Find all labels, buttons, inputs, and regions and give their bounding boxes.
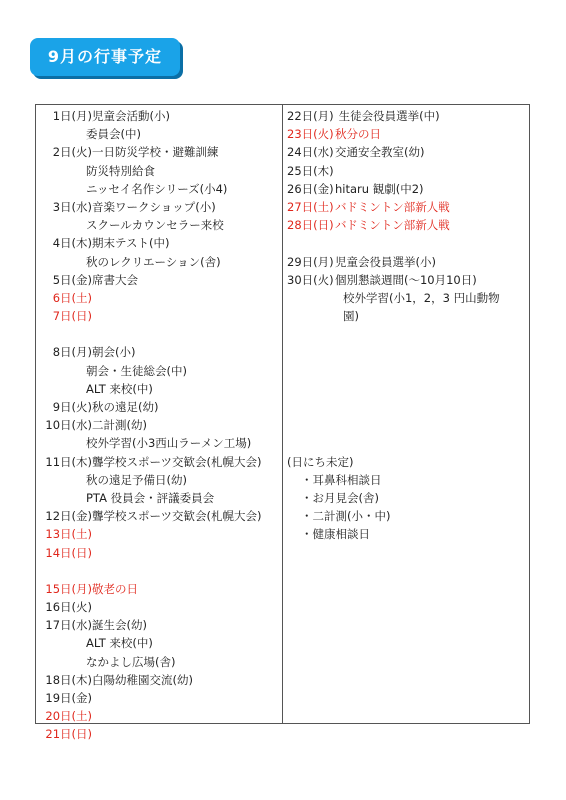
schedule-event: 二計測(幼) <box>92 418 147 433</box>
schedule-sub-event: 委員会(中) <box>86 127 141 142</box>
schedule-date: 2日(火) <box>52 145 92 160</box>
schedule-date: 26日(金) <box>287 181 334 196</box>
schedule-event: 敬老の日 <box>92 581 138 596</box>
schedule-row <box>38 107 280 125</box>
schedule-date: 20日(土) <box>45 709 92 724</box>
schedule-date: 3日(水) <box>52 199 92 214</box>
schedule-date: 29日(月) <box>287 254 334 269</box>
schedule-row <box>287 180 527 198</box>
schedule-row <box>287 107 527 125</box>
spacer <box>287 380 527 398</box>
schedule-date: 17日(水) <box>45 618 92 633</box>
left-column <box>38 107 280 744</box>
schedule-event: hitaru 観劇(中2) <box>335 181 424 196</box>
schedule-sub-event: PTA 役員会・評議委員会 <box>86 490 215 505</box>
schedule-date: 13日(土) <box>45 527 92 542</box>
schedule-date: 5日(金) <box>52 272 92 287</box>
schedule-row <box>38 307 280 325</box>
schedule-sub-event: 秋のレクリエーション(舎) <box>86 254 221 269</box>
schedule-date: 9日(火) <box>52 400 92 414</box>
schedule-event: 音楽ワークショップ(小) <box>92 199 216 214</box>
schedule-date: 25日(木) <box>287 163 334 178</box>
spacer <box>38 325 280 343</box>
schedule-row <box>38 544 280 562</box>
schedule-row <box>38 707 280 725</box>
schedule-event: 席書大会 <box>92 272 138 287</box>
schedule-event: 聾学校スポーツ交歓会(札幌大会) <box>92 454 262 469</box>
schedule-row <box>38 398 280 416</box>
schedule-row <box>38 343 280 361</box>
schedule-sub-event: 校外学習(小1，2，3 円山動物 <box>343 290 500 305</box>
schedule-date: 4日(木) <box>52 236 92 251</box>
schedule-row <box>38 671 280 689</box>
schedule-event: 白陽幼稚園交流(幼) <box>92 672 193 687</box>
schedule-row <box>38 271 280 289</box>
schedule-date: 18日(木) <box>45 672 92 687</box>
schedule-row <box>38 416 280 434</box>
right-column <box>287 107 527 544</box>
schedule-date: 23日(火) <box>287 127 334 142</box>
tbd-item: ・お月見会(舎) <box>301 490 379 505</box>
schedule-sub-event: ALT 来校(中) <box>86 381 153 396</box>
schedule-sub-event: ニッセイ名作シリーズ(小4) <box>86 181 228 196</box>
schedule-row <box>38 725 280 743</box>
schedule-event: 交通安全教室(幼) <box>335 145 425 160</box>
spacer <box>287 416 527 434</box>
schedule-sub-event: 秋の遠足予備日(幼) <box>86 472 187 487</box>
schedule-row <box>287 162 527 180</box>
schedule-event: 個別懇談週間(～10月10日) <box>335 272 477 287</box>
column-divider <box>282 104 283 724</box>
schedule-event: 聾学校スポーツ交歓会(札幌大会) <box>92 509 262 524</box>
schedule-sub-event: 園) <box>343 309 359 324</box>
page-title: 9月の行事予定 <box>30 38 180 76</box>
tbd-item: ・健康相談日 <box>301 527 370 542</box>
schedule-sub-event: なかよし広場(舎) <box>86 654 176 669</box>
schedule-sub-event: ALT 来校(中) <box>86 636 153 651</box>
spacer <box>287 325 527 343</box>
schedule-date: 19日(金) <box>45 691 92 705</box>
spacer <box>287 234 527 252</box>
schedule-row <box>38 598 280 616</box>
schedule-event: 期末テスト(中) <box>92 236 170 251</box>
schedule-date: 15日(月) <box>45 581 92 596</box>
tbd-item: ・耳鼻科相談日 <box>301 472 382 487</box>
tbd-item: ・二計測(小・中) <box>301 509 391 524</box>
schedule-event: 児童会役員選挙(小) <box>335 254 436 269</box>
schedule-date: 24日(水) <box>287 145 334 160</box>
schedule-date: 16日(火) <box>45 600 92 615</box>
tbd-heading: (日にち未定) <box>287 454 354 469</box>
schedule-event: 生徒会役員選挙(中) <box>335 109 440 123</box>
schedule-row <box>38 689 280 707</box>
schedule-event: 朝会(小) <box>92 345 136 360</box>
schedule-date: 1日(月) <box>52 109 92 123</box>
schedule-sub-event: 校外学習(小3西山ラーメン工場) <box>86 436 252 451</box>
schedule-sub-event: スクールカウンセラー来校 <box>86 218 224 233</box>
schedule-date: 28日(日) <box>287 218 334 233</box>
schedule-sub-event: 朝会・生徒総会(中) <box>86 363 187 378</box>
spacer <box>287 434 527 452</box>
schedule-date: 30日(火) <box>287 272 334 287</box>
schedule-row <box>38 234 280 252</box>
schedule-row <box>287 271 527 289</box>
schedule-row <box>38 143 280 161</box>
schedule-date: 27日(土) <box>287 199 334 214</box>
schedule-date: 14日(日) <box>45 545 92 560</box>
spacer <box>38 562 280 580</box>
spacer <box>287 362 527 380</box>
schedule-date: 11日(木) <box>45 454 92 469</box>
schedule-row <box>287 253 527 271</box>
schedule-date: 6日(土) <box>52 290 92 305</box>
schedule-row <box>38 507 280 525</box>
schedule-event: バドミントン部新人戦 <box>335 199 450 214</box>
schedule-date: 10日(水) <box>45 418 92 433</box>
schedule-event: バドミントン部新人戦 <box>335 218 450 233</box>
schedule-date: 22日(月) <box>287 109 334 123</box>
schedule-row <box>38 580 280 598</box>
schedule-date: 12日(金) <box>45 509 92 524</box>
schedule-row <box>38 453 280 471</box>
schedule-date: 21日(日) <box>45 727 92 742</box>
schedule-event: 誕生会(幼) <box>92 618 147 633</box>
schedule-row <box>287 125 527 143</box>
schedule-date: 7日(日) <box>52 309 92 324</box>
schedule-row <box>38 616 280 634</box>
schedule-date: 8日(月) <box>52 345 92 360</box>
schedule-event: 秋分の日 <box>335 127 381 142</box>
schedule-event: 秋の遠足(幼) <box>92 400 159 414</box>
schedule-event: 一日防災学校・避難訓練 <box>92 145 219 160</box>
schedule-row <box>287 216 527 234</box>
schedule-row <box>287 143 527 161</box>
spacer <box>287 343 527 361</box>
schedule-event: 児童会活動(小) <box>92 109 170 123</box>
schedule-sub-event: 防災特別給食 <box>86 163 155 178</box>
schedule-row <box>287 198 527 216</box>
spacer <box>287 398 527 416</box>
schedule-row <box>38 198 280 216</box>
schedule-row <box>38 289 280 307</box>
schedule-row <box>38 525 280 543</box>
